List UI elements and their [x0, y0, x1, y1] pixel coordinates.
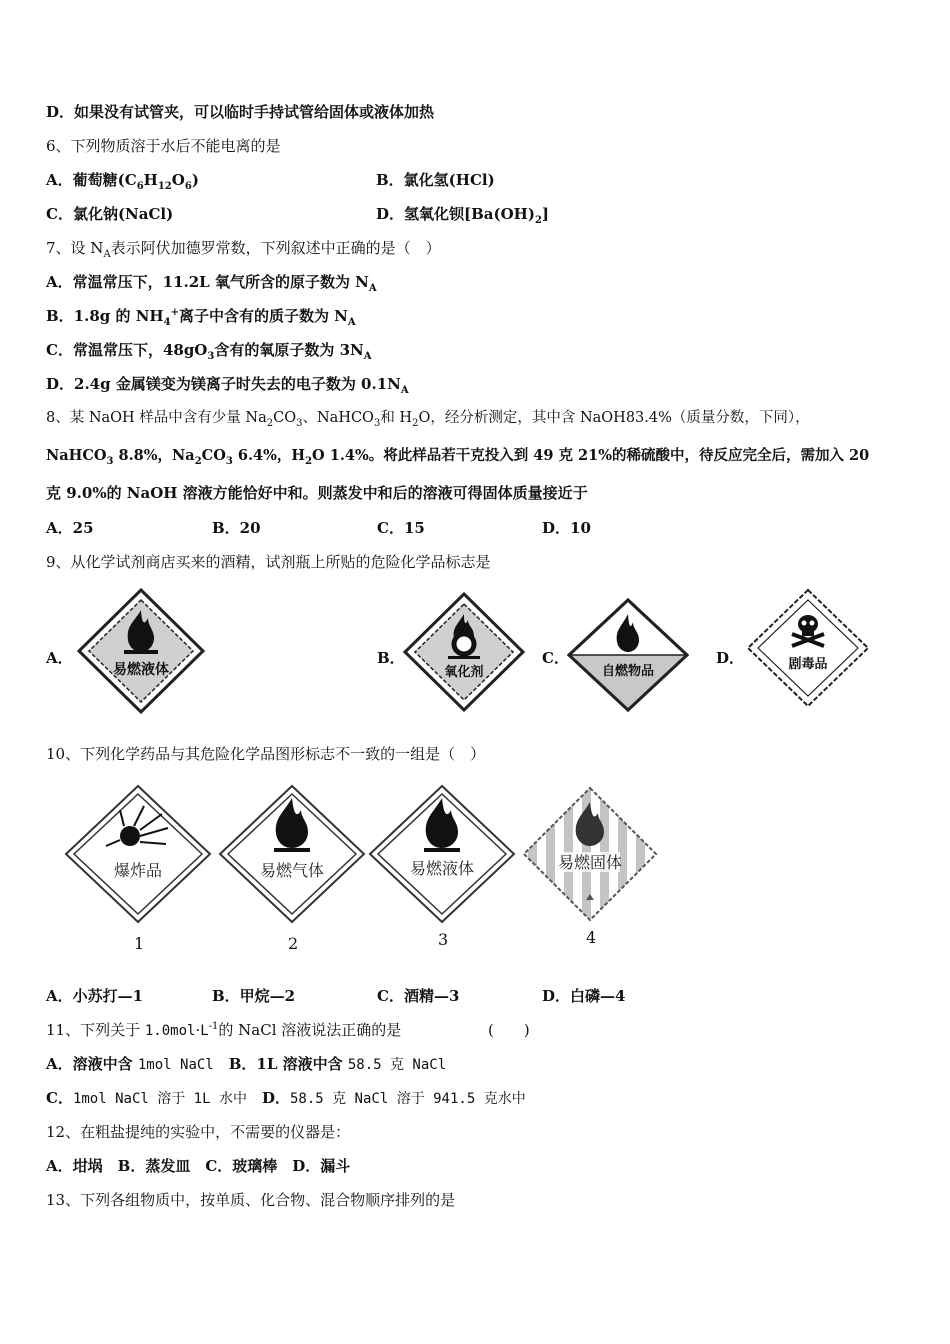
q13-stem: 13、下列各组物质中，按单质、化合物、混合物顺序排列的是	[46, 1191, 456, 1209]
q6-stem: 6、下列物质溶于水后不能电离的是	[46, 137, 281, 155]
svg-text:易燃液体: 易燃液体	[113, 662, 169, 678]
svg-text:易燃固体: 易燃固体	[557, 853, 623, 872]
q8-stem-line3: 克 9.0%的 NaOH 溶液方能恰好中和。则蒸发中和后的溶液可得固体质量接近于	[46, 484, 588, 502]
q10-sign-number-2: 2	[288, 934, 299, 953]
q11-answer-paren: ( )	[488, 1021, 530, 1039]
svg-text:氧化剂: 氧化剂	[444, 665, 484, 680]
q10-option-a: A．小苏打—1	[46, 987, 144, 1005]
q7-option-c: C．常温常压下，$48gO_3$含有的氧原子数为 $3N_A$	[46, 341, 372, 362]
q9-stem: 9、从化学试剂商店买来的酒精，试剂瓶上所贴的危险化学品标志是	[46, 553, 491, 571]
q12-options: A．坩埚 B．蒸发皿 C．玻璃棒 D．漏斗	[46, 1157, 351, 1175]
q11-options-cd: C．1mol NaCl 溶于 1L 水中 D．58.5 克 NaCl 溶于 941.5 克水中	[46, 1089, 526, 1107]
q7-stem: 7、设 $N_A$表示阿伏加德罗常数，下列叙述中正确的是（ ）	[46, 239, 441, 260]
q10-sign-number-1: 1	[134, 934, 145, 953]
toxic-sign	[745, 588, 871, 708]
q10-sign-number-3: 3	[438, 930, 449, 949]
q10-stem: 10、下列化学药品与其危险化学品图形标志不一致的一组是（ ）	[46, 745, 486, 763]
q10-option-d: D．白磷—4	[542, 987, 626, 1005]
q7-option-a: A．常温常压下，11.2L 氧气所含的原子数为 $N_A$	[46, 273, 377, 294]
spontaneous-combustion-sign	[565, 598, 691, 712]
q5-option-d: D．如果没有试管夹，可以临时手持试管给固体或液体加热	[46, 103, 435, 121]
flammable-liquid-sign-2	[368, 784, 516, 924]
svg-text:自燃物品: 自燃物品	[601, 664, 655, 679]
q7-option-d: D．2.4g 金属镁变为镁离子时失去的电子数为 $0.1N_A$	[46, 375, 409, 396]
q8-option-d: D．10	[542, 519, 591, 537]
q8-stem-line2: NaHCO$_3$ 8.8%，$Na_2CO_3$ 6.4%，$H_2O$ 1.4%。将此样品若干克投入到 49 克 21%的稀硫酸中，待反应完全后，需加入 20	[46, 447, 870, 467]
q11-stem: 11、下列关于 $1.0mol\cdot L^{-1}$的 NaCl 溶液说法正确的是	[46, 1021, 402, 1039]
q9-option-c-label: C．	[542, 649, 569, 667]
q6-option-d: D．氢氧化钡$[Ba(OH)_2]$	[376, 205, 550, 226]
flammable-liquid-sign	[76, 588, 206, 714]
q8-option-c: C．15	[377, 519, 425, 537]
q6-option-a: A．葡萄糖$(C_6H_{12}O_6)$	[46, 171, 199, 192]
q8-option-a: A．25	[46, 519, 94, 537]
q6-option-c: C．氯化钠(NaCl)	[46, 205, 174, 223]
q10-option-c: C．酒精—3	[377, 987, 460, 1005]
svg-text:爆炸品: 爆炸品	[113, 861, 163, 880]
flammable-solid-sign	[520, 784, 660, 924]
svg-text:剧毒品: 剧毒品	[788, 657, 828, 672]
svg-text:易燃液体: 易燃液体	[409, 859, 475, 878]
oxidizer-ring-icon	[454, 634, 474, 654]
q6-option-b: B．氯化氢(HCl)	[376, 171, 495, 189]
oxidizer-sign	[402, 592, 526, 712]
q8-stem-line1: 8、某 NaOH 样品中含有少量 $Na_2CO_3$、NaHCO$_3$和 $H_2O$，经分析测定，其中含 NaOH83.4%（质量分数，下同），	[46, 410, 810, 429]
q9-option-d-label: D．	[716, 649, 745, 667]
q9-option-a-label: A．	[46, 649, 73, 667]
q10-sign-number-4: 4	[586, 928, 597, 947]
q10-option-b: B．甲烷—2	[212, 987, 296, 1005]
explosive-sign	[64, 784, 212, 924]
q11-options-ab: A．溶液中含 1mol NaCl B．1L 溶液中含 58.5 克 NaCl	[46, 1055, 447, 1073]
q8-option-b: B．20	[212, 519, 261, 537]
q12-stem: 12、在粗盐提纯的实验中，不需要的仪器是：	[46, 1123, 351, 1141]
flammable-gas-sign	[218, 784, 366, 924]
q9-option-b-label: B．	[377, 649, 405, 667]
q7-option-b: B．1.8g 的 $NH_4^+$离子中含有的质子数为 $N_A$	[46, 307, 356, 328]
svg-text:易燃气体: 易燃气体	[259, 861, 325, 880]
